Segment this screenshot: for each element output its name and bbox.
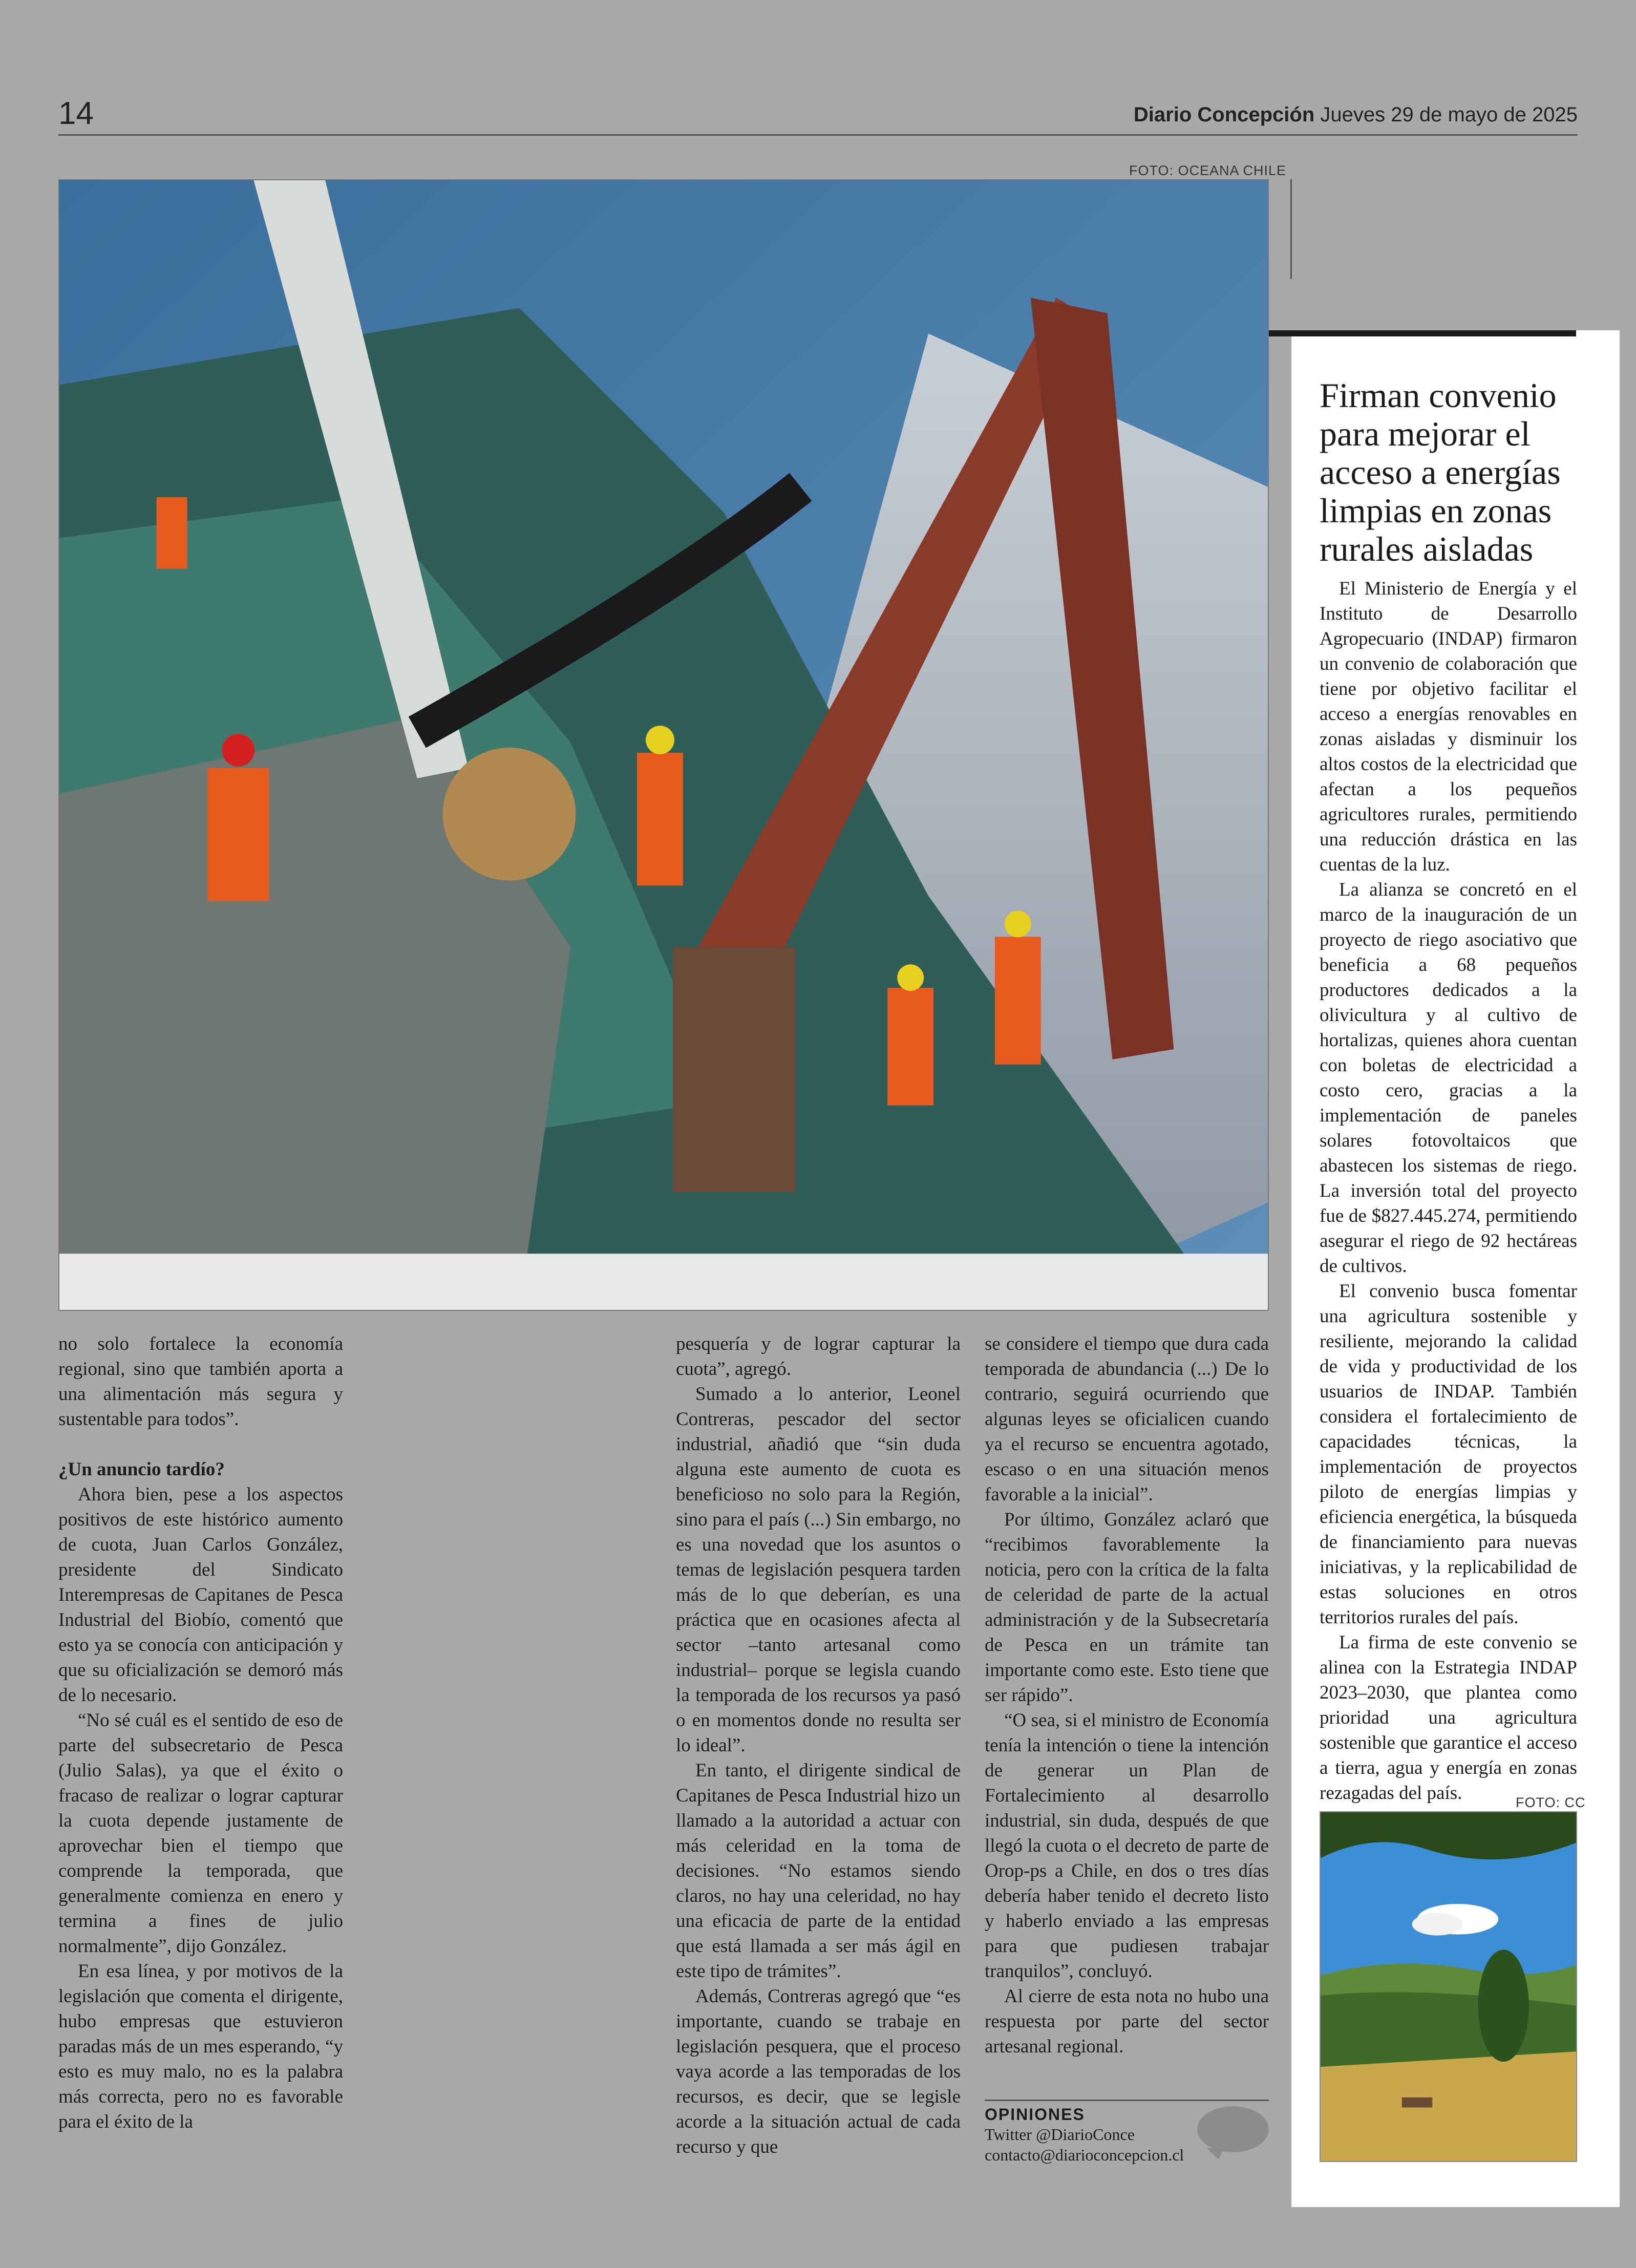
article-paragraph: Por último, González aclaró que “recibimos favorablemente la noticia, pero con la crítica de la falta de celeridad de parte de la actual administración y de la Subsecretaría de Pesca en un trámite tan importante como este. Esto tiene que ser rápido”.: [985, 1509, 1269, 1706]
sidebar-top-bar: [1269, 330, 1576, 336]
issue-date: Jueves 29 de mayo de 2025: [1320, 103, 1578, 126]
page-number: 14: [58, 96, 94, 131]
sidebar-body: [1320, 576, 1577, 1806]
opinions-twitter[interactable]: Twitter @DiarioConce: [985, 2125, 1135, 2144]
opinions-box: [985, 2100, 1269, 2165]
sidebar-paragraph: La firma de este convenio se alinea con la Estrategia INDAP 2023–2030, que plantea como prioridad una agricultura sostenible que garantice el acceso a tierra, agua y energía en zonas rezagadas del país.: [1320, 1632, 1577, 1804]
main-photo-credit: FOTO: OCEANA CHILE: [1129, 163, 1287, 178]
article-paragraph: Al cierre de esta nota no hubo una respuesta por parte del sector artesanal regional.: [985, 1986, 1269, 2057]
sidebar-photo: [1320, 1811, 1577, 2162]
newspaper-name: Diario Concepción: [1133, 103, 1315, 126]
sidebar-photo-credit: FOTO: CC: [1516, 1795, 1586, 1810]
article-paragraph: Además, Contreras agregó que “es importante, cuando se trabaje en legislación pesquera, que el proceso vaya acorde a las temporadas de los recursos, es decir, que se legisle acorde a la situación actual de cada recurso y que: [676, 1986, 961, 2157]
rural-landscape-photo: [1321, 1812, 1576, 2161]
article-paragraph: no solo fortalece la economía regional, sino que también aporta a una alimentación más segura y sustentable para todos”.: [58, 1333, 343, 1430]
article-column-2: [676, 1331, 961, 2159]
article-column-1: [58, 1331, 343, 2134]
sidebar-headline: Firman convenio para mejorar el acceso a energías limpias en zonas rurales aisladas: [1320, 376, 1561, 568]
article-column-3: [985, 1331, 1269, 2059]
article-paragraph: Ahora bien, pese a los aspectos positivos de este histórico aumento de cuota, Juan Carlos González, presidente del Sindicato Interempresas de Capitanes de Pesca Industrial del Biobío, comentó que esto ya se conocía con anticipación y que su oficialización se demoró más de lo necesario.: [58, 1484, 343, 1706]
article-paragraph: pesquería y de lograr capturar la cuota”, agregó.: [676, 1333, 961, 1380]
article-paragraph: En tanto, el dirigente sindical de Capitanes de Pesca Industrial hizo un llamado a la autoridad a actuar con más celeridad en la toma de decisiones. “No estamos siendo claros, no hay una celeridad, no hay una eficacia de parte de la entidad que está llamada a ser más ágil en este tipo de trámites”.: [676, 1760, 961, 1982]
sidebar-paragraph: El convenio busca fomentar una agricultura sostenible y resiliente, mejorando la calidad de vida y productividad de los usuarios de INDAP. También considera el fortalecimiento de capacidades técnicas, la implementación de proyectos piloto de energías limpias y eficiencia energética, la búsqueda de financiamiento para nuevas iniciativas, y la replicabilidad de estas soluciones en otros territorios rurales del país.: [1320, 1281, 1577, 1628]
article-paragraph: Sumado a lo anterior, Leonel Contreras, pescador del sector industrial, añadió que “sin duda alguna este aumento de cuota es beneficioso no solo para la Región, sino para el país (...) Sin embargo, no es una novedad que los asuntos o temas de legislación pesquera tarden más de lo que deberían, es una práctica que en ocasiones afecta al sector –tanto artesanal como industrial– porque se legisla cuando la temporada de los recursos ya pasó o en momentos donde no resulta ser lo ideal”.: [676, 1384, 961, 1756]
article-paragraph: “O sea, si el ministro de Economía tenía la intención o tiene la intención de generar un Plan de Fortalecimiento al desarrollo industrial, sin duda, después de que llegó la cuota o el decreto de parte de Orop-ps a Chile, en dos o tres días debería haber tenido el decreto listo y haberlo enviado a las empresas para que pudiesen trabajar tranquilos”, concluyó.: [985, 1710, 1269, 1982]
vertical-rule: [1290, 179, 1292, 279]
article-paragraph: se considere el tiempo que dura cada temporada de abundancia (...) De lo contrario, seguirá ocurriendo que algunas leyes se oficialicen cuando ya el recurso se encuentra agotado, escaso o en una situación menos favorable a la inicial”.: [985, 1333, 1269, 1505]
opinions-email[interactable]: contacto@diarioconcepcion.cl: [985, 2146, 1184, 2164]
fishing-vessel-photo: [59, 180, 1268, 1310]
article-paragraph: “No sé cuál es el sentido de eso de parte del subsecretario de Pesca (Julio Salas), ya que el éxito o fracaso de realizar o lograr capturar la cuota depende justamente de aprovechar bien el tiempo que comprende la temporada, que generalmente comienza en enero y termina a fines de julio normalmente”, dijo González.: [58, 1710, 343, 1957]
masthead: [1134, 103, 1578, 126]
header-rule: [58, 134, 1578, 136]
opinions-title: OPINIONES: [985, 2105, 1085, 2124]
sidebar-paragraph: La alianza se concretó en el marco de la inauguración de un proyecto de riego asociativo que beneficia a 68 pequeños productores dedicados a la olivicultura y al cultivo de hortalizas, quienes ahora cuentan con boletas de electricidad a costo cero, gracias a la implementación de paneles solares fotovoltaicos que abastecen los sistemas de riego. La inversión total del proyecto fue de $827.445.274, permitiendo asegurar el riego de 92 hectáreas de cultivos.: [1320, 879, 1577, 1277]
speech-bubble-icon: [1197, 2106, 1269, 2152]
sidebar-paragraph: El Ministerio de Energía y el Instituto de Desarrollo Agropecuario (INDAP) firmaron un convenio de colaboración que tiene por objetivo facilitar el acceso a energías renovables en zonas aisladas y disminuir los altos costos de la electricidad que afectan a los pequeños agricultores rurales, permitiendo una reducción drástica en las cuentas de la luz.: [1320, 578, 1577, 875]
article-subhead: ¿Un anuncio tardío?: [58, 1459, 225, 1480]
main-photo: [58, 179, 1269, 1311]
article-paragraph: En esa línea, y por motivos de la legislación que comenta el dirigente, hubo empresas que estuvieron paradas más de un mes esperando, “y esto es muy malo, no es la palabra más correcta, pero no es favorable para el éxito de la: [58, 1961, 343, 2132]
